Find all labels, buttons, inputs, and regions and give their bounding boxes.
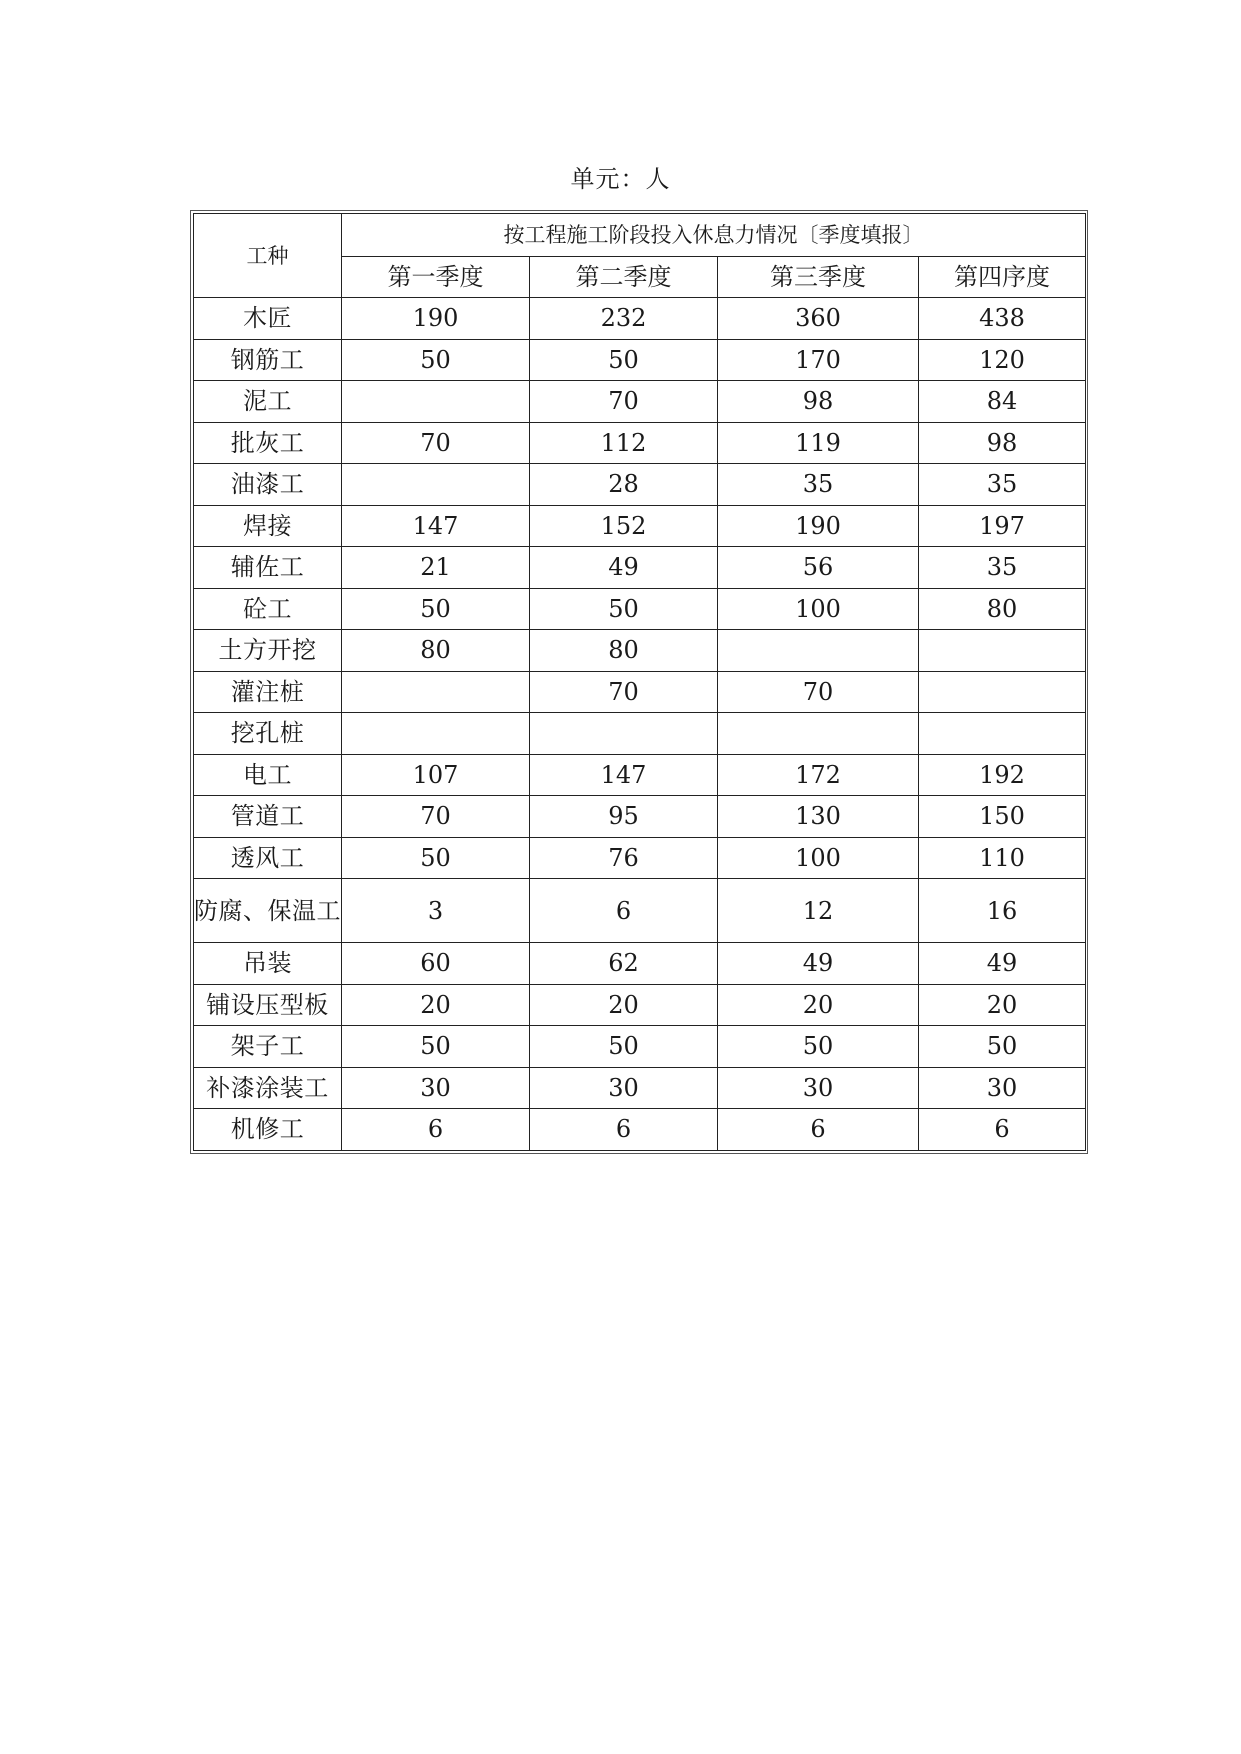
quarter-header-4: 第四序度 — [919, 257, 1086, 298]
quarter-4-value-cell: 16 — [919, 879, 1086, 943]
quarter-2-value-cell: 147 — [530, 754, 718, 796]
quarter-1-value-cell: 60 — [342, 943, 530, 985]
quarter-1-value-cell — [342, 671, 530, 713]
quarter-1-value-cell — [342, 713, 530, 755]
table-row — [194, 713, 1086, 755]
quarter-4-value-cell: 110 — [919, 837, 1086, 879]
quarter-3-value-cell: 119 — [718, 422, 919, 464]
trade-name-cell: 木匠 — [194, 298, 342, 340]
table-row — [194, 943, 1086, 985]
quarter-3-value-cell: 30 — [718, 1067, 919, 1109]
quarter-4-value-cell — [919, 713, 1086, 755]
table-row — [194, 505, 1086, 547]
quarter-3-value-cell: 170 — [718, 339, 919, 381]
trade-name-cell: 焊接 — [194, 505, 342, 547]
quarter-2-value-cell: 95 — [530, 796, 718, 838]
trade-name-cell: 电工 — [194, 754, 342, 796]
quarter-3-value-cell: 35 — [718, 464, 919, 506]
quarter-4-value-cell: 30 — [919, 1067, 1086, 1109]
table-row — [194, 381, 1086, 423]
quarter-4-value-cell: 120 — [919, 339, 1086, 381]
table-row — [194, 754, 1086, 796]
trade-name-cell: 辅佐工 — [194, 547, 342, 589]
quarter-3-value-cell: 130 — [718, 796, 919, 838]
quarter-2-value-cell: 80 — [530, 630, 718, 672]
workforce-table-frame — [190, 210, 1088, 1154]
quarter-1-value-cell: 70 — [342, 422, 530, 464]
quarter-header-1: 第一季度 — [342, 257, 530, 298]
quarter-1-value-cell: 21 — [342, 547, 530, 589]
quarter-header-2: 第二季度 — [530, 257, 718, 298]
quarter-3-value-cell: 360 — [718, 298, 919, 340]
quarter-4-value-cell: 98 — [919, 422, 1086, 464]
quarter-3-value-cell: 50 — [718, 1026, 919, 1068]
quarter-1-value-cell: 107 — [342, 754, 530, 796]
quarter-3-value-cell: 190 — [718, 505, 919, 547]
trade-name-cell: 铺设压型板 — [194, 984, 342, 1026]
trade-name-cell: 泥工 — [194, 381, 342, 423]
quarter-2-value-cell: 232 — [530, 298, 718, 340]
trade-name-cell: 管道工 — [194, 796, 342, 838]
trade-name-cell: 砼工 — [194, 588, 342, 630]
quarter-3-value-cell: 6 — [718, 1109, 919, 1151]
table-row — [194, 298, 1086, 340]
quarter-1-value-cell: 30 — [342, 1067, 530, 1109]
quarter-4-value-cell: 150 — [919, 796, 1086, 838]
quarter-2-value-cell: 6 — [530, 879, 718, 943]
trade-name-cell: 钢筋工 — [194, 339, 342, 381]
quarter-2-value-cell: 152 — [530, 505, 718, 547]
quarter-3-value-cell: 100 — [718, 837, 919, 879]
quarter-1-value-cell: 20 — [342, 984, 530, 1026]
quarter-2-value-cell: 76 — [530, 837, 718, 879]
quarter-2-value-cell: 6 — [530, 1109, 718, 1151]
quarter-1-value-cell — [342, 381, 530, 423]
table-row — [194, 339, 1086, 381]
quarter-4-value-cell: 6 — [919, 1109, 1086, 1151]
table-row — [194, 984, 1086, 1026]
quarter-4-value-cell — [919, 671, 1086, 713]
quarter-2-value-cell: 50 — [530, 588, 718, 630]
quarter-1-value-cell: 50 — [342, 1026, 530, 1068]
quarter-4-value-cell: 35 — [919, 547, 1086, 589]
trade-name-cell: 补漆涂装工 — [194, 1067, 342, 1109]
trade-name-cell: 批灰工 — [194, 422, 342, 464]
trade-name-cell: 油漆工 — [194, 464, 342, 506]
trade-name-cell: 透风工 — [194, 837, 342, 879]
table-row — [194, 1026, 1086, 1068]
quarter-4-value-cell: 84 — [919, 381, 1086, 423]
quarter-2-value-cell: 70 — [530, 671, 718, 713]
unit-label: 单元：人 — [570, 165, 671, 193]
trade-column-header: 工种 — [194, 214, 342, 298]
quarter-2-value-cell — [530, 713, 718, 755]
quarter-1-value-cell: 6 — [342, 1109, 530, 1151]
quarter-2-value-cell: 49 — [530, 547, 718, 589]
table-row — [194, 630, 1086, 672]
quarter-2-value-cell: 50 — [530, 1026, 718, 1068]
table-row — [194, 588, 1086, 630]
quarter-4-value-cell: 80 — [919, 588, 1086, 630]
quarter-3-value-cell: 49 — [718, 943, 919, 985]
quarter-2-value-cell: 50 — [530, 339, 718, 381]
quarter-1-value-cell: 80 — [342, 630, 530, 672]
table-row — [194, 879, 1086, 943]
quarter-2-value-cell: 62 — [530, 943, 718, 985]
quarter-4-value-cell: 50 — [919, 1026, 1086, 1068]
quarter-3-value-cell: 12 — [718, 879, 919, 943]
quarter-3-value-cell — [718, 630, 919, 672]
quarter-1-value-cell: 70 — [342, 796, 530, 838]
quarter-3-value-cell: 98 — [718, 381, 919, 423]
quarter-3-value-cell: 20 — [718, 984, 919, 1026]
quarter-4-value-cell: 438 — [919, 298, 1086, 340]
quarter-2-value-cell: 20 — [530, 984, 718, 1026]
table-row — [194, 547, 1086, 589]
table-row — [194, 837, 1086, 879]
quarter-1-value-cell: 190 — [342, 298, 530, 340]
quarterly-group-header: 按工程施工阶段投入休息力情况〔季度填报〕 — [342, 214, 1086, 257]
quarter-1-value-cell: 50 — [342, 837, 530, 879]
table-row — [194, 796, 1086, 838]
workforce-table-body — [194, 298, 1086, 1151]
quarter-1-value-cell: 147 — [342, 505, 530, 547]
quarter-4-value-cell: 20 — [919, 984, 1086, 1026]
quarter-3-value-cell: 172 — [718, 754, 919, 796]
quarter-3-value-cell: 56 — [718, 547, 919, 589]
trade-name-cell: 机修工 — [194, 1109, 342, 1151]
quarter-4-value-cell: 192 — [919, 754, 1086, 796]
quarter-3-value-cell — [718, 713, 919, 755]
quarter-1-value-cell — [342, 464, 530, 506]
quarter-4-value-cell: 49 — [919, 943, 1086, 985]
quarter-2-value-cell: 28 — [530, 464, 718, 506]
trade-name-cell: 架子工 — [194, 1026, 342, 1068]
quarter-4-value-cell: 197 — [919, 505, 1086, 547]
table-row — [194, 1109, 1086, 1151]
quarter-3-value-cell: 100 — [718, 588, 919, 630]
quarter-1-value-cell: 50 — [342, 339, 530, 381]
quarter-1-value-cell: 50 — [342, 588, 530, 630]
quarter-4-value-cell: 35 — [919, 464, 1086, 506]
quarter-2-value-cell: 30 — [530, 1067, 718, 1109]
quarter-2-value-cell: 112 — [530, 422, 718, 464]
trade-name-cell: 土方开挖 — [194, 630, 342, 672]
trade-name-cell: 吊装 — [194, 943, 342, 985]
table-row — [194, 671, 1086, 713]
quarter-2-value-cell: 70 — [530, 381, 718, 423]
quarter-1-value-cell: 3 — [342, 879, 530, 943]
table-row — [194, 464, 1086, 506]
quarter-4-value-cell — [919, 630, 1086, 672]
table-row — [194, 422, 1086, 464]
table-row — [194, 1067, 1086, 1109]
trade-name-cell: 灌注桩 — [194, 671, 342, 713]
workforce-table — [193, 213, 1086, 1151]
quarter-3-value-cell: 70 — [718, 671, 919, 713]
trade-name-cell: 挖孔桩 — [194, 713, 342, 755]
trade-name-cell: 防腐、保温工 — [194, 879, 342, 943]
quarter-header-3: 第三季度 — [718, 257, 919, 298]
